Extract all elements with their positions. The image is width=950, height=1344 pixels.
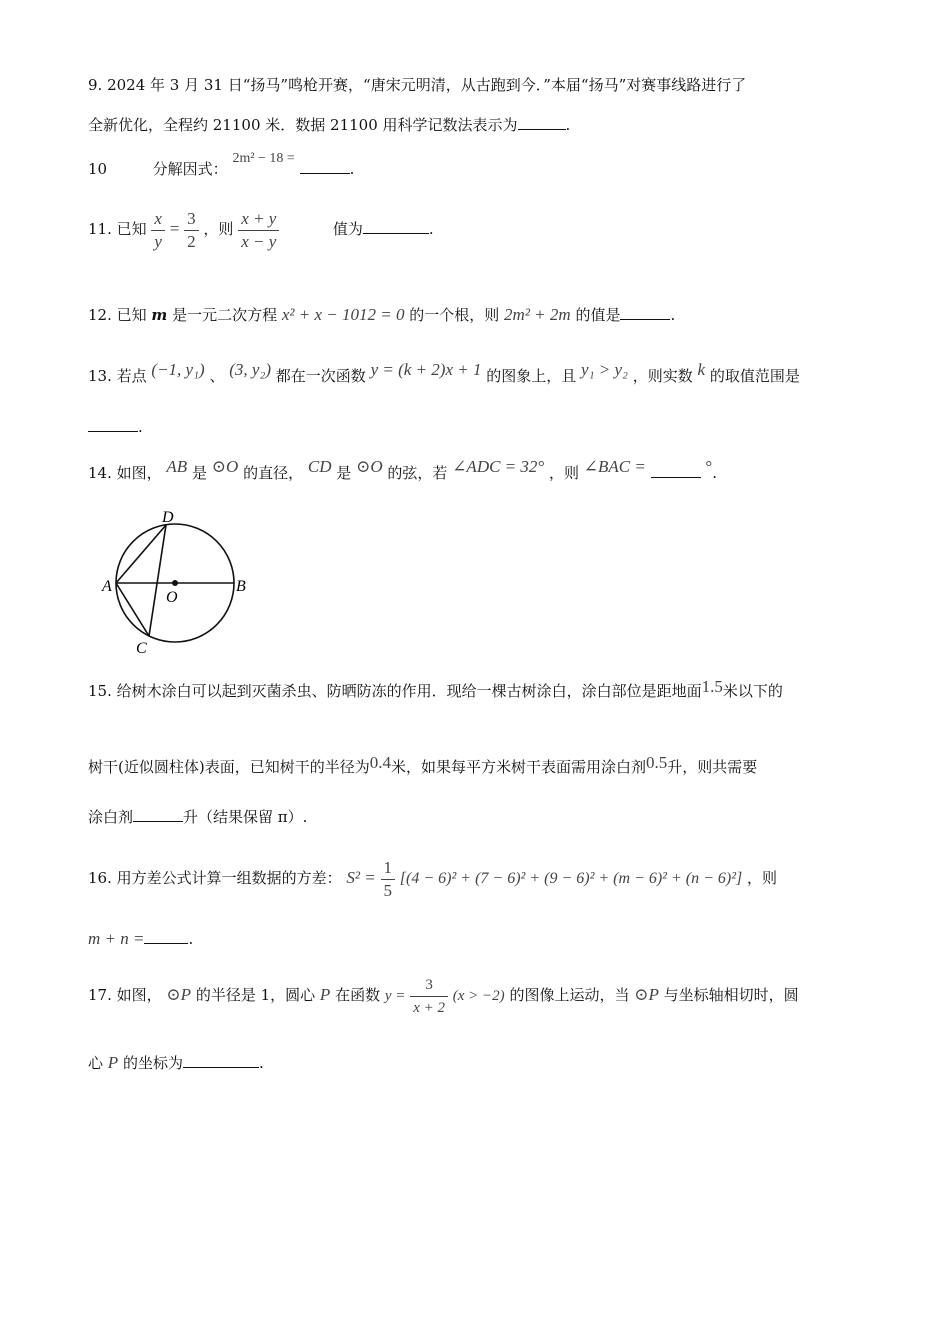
answer-blank[interactable] [363, 219, 429, 234]
label-o: O [166, 589, 178, 606]
q15-radius: 0.4 [369, 753, 391, 772]
q13-end: . [138, 418, 143, 436]
center-point [172, 580, 178, 586]
q15-line1 [88, 677, 783, 702]
q11-post: 值为 [332, 220, 363, 238]
q14-pre: 14. 如图， [88, 464, 162, 482]
fraction-3-over-x-plus-2: $\frac{3}{x + 2}$ [410, 974, 448, 1019]
q12-t1: 是一元二次方程 [172, 306, 278, 324]
q17-line2 [88, 1052, 264, 1074]
q15-t1: 15. 给树木涂白可以起到灭菌杀虫、防晒防冻的作用．现给一棵古树涂白，涂白部位是距地面 [88, 682, 702, 700]
q14-angle-adc: ∠ADC = 32° [452, 457, 545, 476]
q13-line [88, 360, 800, 387]
q17-p: P [107, 1053, 119, 1072]
q14-line [88, 457, 718, 484]
q17-t3: 的图像上运动，当 [509, 986, 630, 1004]
q9-text1: 9. 2024 年 3 月 31 日“扬马”鸣枪开赛，“唐宋元明清，从古跑到今．”本届“扬马”对赛事线路进行了 [88, 76, 747, 94]
q15-t5: 升，则共需要 [667, 758, 758, 776]
q15-t3: 树干(近似圆柱体)表面，已知树干的半径为 [88, 758, 370, 776]
q17-circle-p: ⊙P [166, 985, 192, 1004]
q12-t2: 的一个根，则 [409, 306, 500, 324]
q11-line [88, 206, 434, 253]
q14-t2: 的直径， [243, 464, 304, 482]
q10-end: . [349, 160, 355, 178]
q10-text: 分解因式： [152, 160, 228, 178]
answer-blank[interactable] [183, 1053, 259, 1068]
q12-end: . [670, 306, 676, 324]
q14-t4: 的弦，若 [387, 464, 448, 482]
q11-mid: ，则 [203, 220, 234, 238]
q16-variance-expr: [(4 − 6)² + (7 − 6)² + (9 − 6)² + (m − 6)² + (n − 6)²] [399, 870, 743, 887]
answer-blank[interactable] [620, 305, 670, 320]
fraction-x-over-y: $\frac{x}{y}$ [151, 208, 165, 253]
q15-volume: 0.5 [645, 753, 668, 772]
q14-circle-o: ⊙O [211, 457, 239, 476]
fraction-3-over-2: $\frac{3}{2}$ [184, 208, 199, 253]
q13-t3: ，则实数 [632, 367, 693, 385]
q13-pre: 13. 若点 [88, 367, 147, 385]
q10-num: 10 [88, 160, 108, 178]
q14-degree: ° [705, 457, 713, 476]
chord-ac [116, 583, 149, 636]
q16-post: ，则 [747, 869, 778, 887]
q17-pre: 17. 如图， [88, 986, 162, 1004]
q14-ab: AB [166, 457, 188, 476]
q14-angle-bac: ∠BAC = [583, 457, 646, 476]
q17-t2: 在函数 [335, 986, 381, 1004]
q12-line [88, 304, 675, 326]
q13-point1: (−1, y₁) [151, 360, 205, 379]
q13-k: k [697, 360, 706, 379]
q13-inequality: y₁ > y₂ [581, 360, 628, 379]
q14-t1: 是 [191, 464, 207, 482]
answer-blank[interactable] [144, 929, 188, 944]
q12-equation: x² + x − 1012 = 0 [281, 305, 405, 324]
q13-t2: 的图象上，且 [486, 367, 577, 385]
q16-line2 [88, 928, 193, 950]
q17-t4: 与坐标轴相切时，圆 [663, 986, 799, 1004]
q17-end: . [258, 1054, 264, 1072]
q15-t6: 涂白剂 [88, 808, 134, 826]
q17-t1: 的半径是 1，圆心 [195, 986, 316, 1004]
q17-line [88, 970, 799, 1021]
q14-end: . [712, 464, 718, 482]
q17-t5: 心 [88, 1054, 104, 1072]
answer-blank[interactable] [518, 115, 566, 130]
q17-y: y = [384, 988, 406, 1004]
q9-line1 [88, 74, 746, 96]
q9-text2: 全新优化，全程约 21100 米．数据 21100 用科学记数法表示为 [88, 116, 518, 134]
q12-pre: 12. 已知 [88, 306, 147, 324]
q13-sep: 、 [209, 367, 225, 385]
q17-point-p: P [319, 985, 331, 1004]
answer-blank[interactable] [88, 417, 138, 432]
q15-line2 [88, 753, 758, 778]
q15-t4: 米，如果每平方米树干表面需用涂白剂 [390, 758, 646, 776]
q17-condition: (x > −2) [452, 988, 505, 1004]
label-d: D [162, 509, 174, 526]
q17-circle-p2: ⊙P [634, 985, 659, 1004]
label-b: B [236, 578, 246, 595]
label-a: A [102, 578, 112, 595]
q12-t3: 的值是 [575, 306, 621, 324]
fraction-1-over-5: $\frac{1}{5}$ [381, 857, 396, 902]
q16-sum: m + n = [88, 929, 145, 948]
q16-s-squared: S² = [346, 868, 376, 887]
q9-line2 [88, 114, 570, 136]
q15-height: 1.5 [701, 677, 723, 696]
q13-t4: 的取值范围是 [709, 367, 800, 385]
answer-blank[interactable] [133, 807, 183, 822]
q11-eq: = [169, 219, 180, 238]
q12-expr: 2m² + 2m [504, 305, 571, 324]
q14-cd: CD [307, 457, 332, 476]
answer-blank[interactable] [300, 159, 350, 174]
q14-t5: ，则 [548, 464, 579, 482]
answer-blank[interactable] [651, 463, 701, 478]
q10-line [88, 151, 355, 182]
q15-t2: 米以下的 [722, 682, 783, 700]
q11-end: . [428, 220, 434, 238]
q10-expr: 2m² − 18 = [232, 151, 295, 166]
label-c: C [136, 640, 147, 655]
fraction-sum-over-diff: $\frac{x + y}{x - y}$ [238, 208, 279, 253]
circle-figure [100, 505, 260, 655]
q15-line3 [88, 806, 307, 828]
q16-end: . [188, 930, 194, 948]
q15-t7: 升（结果保留 π）. [183, 808, 308, 826]
q13-line2 [88, 416, 143, 438]
q16-line [88, 855, 777, 902]
q13-point2: (3, y₂) [229, 360, 272, 379]
q14-circle-o2: ⊙O [356, 457, 383, 476]
q9-end: . [565, 116, 571, 134]
q14-t3: 是 [336, 464, 352, 482]
q11-pre: 11. 已知 [88, 220, 147, 238]
q13-function: y = (k + 2)x + 1 [370, 360, 482, 379]
q16-pre: 16. 用方差公式计算一组数据的方差： [88, 869, 342, 887]
q17-t6: 的坐标为 [122, 1054, 183, 1072]
q12-m: m [151, 306, 168, 324]
q13-t1: 都在一次函数 [275, 367, 366, 385]
